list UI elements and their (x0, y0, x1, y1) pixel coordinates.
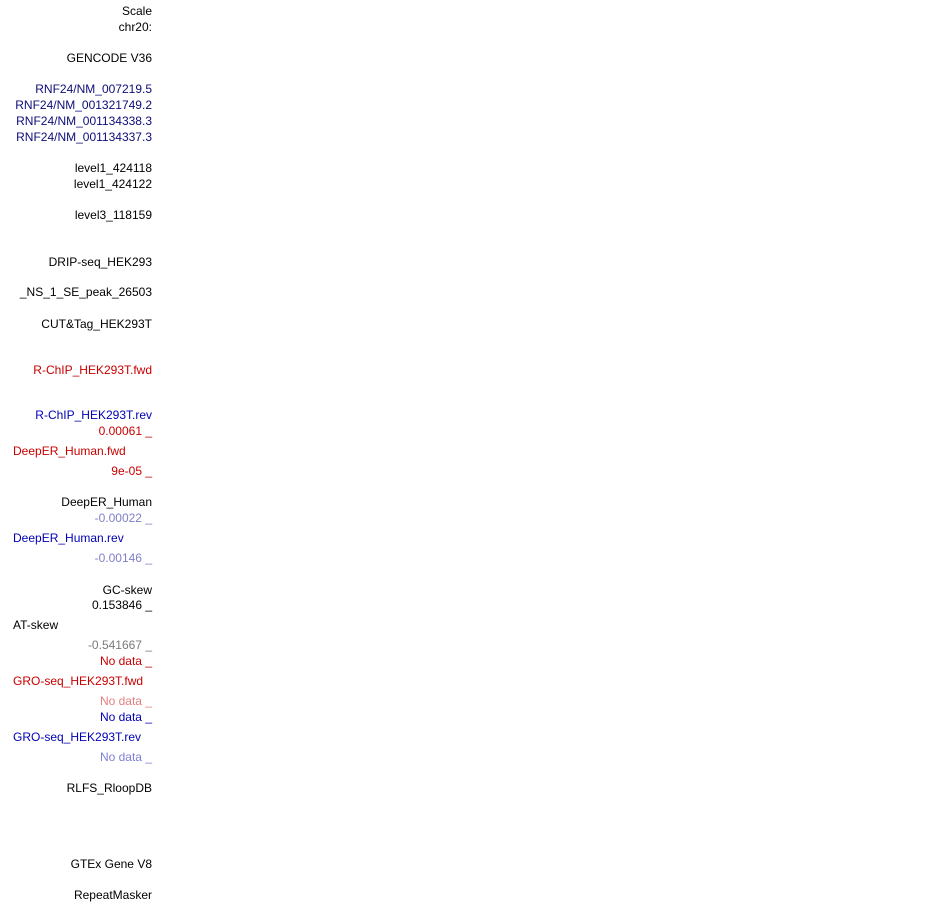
gro-fwd-no-data-top: No data _ (99, 654, 152, 668)
at-skew-min-value: -0.541667 _ (87, 638, 152, 652)
rchip-rev-track-label[interactable]: R-ChIP_HEK293T.rev (35, 408, 152, 422)
track-labels-column (0, 0, 158, 903)
deeper-rev-max-value: -0.00022 _ (94, 511, 152, 525)
deeper-fwd-track-label[interactable]: DeepER_Human.fwd (13, 444, 126, 458)
rchip-fwd-track-label[interactable]: R-ChIP_HEK293T.fwd (33, 363, 152, 377)
deeper-rev-min-value: -0.00146 _ (94, 551, 152, 565)
drip-seq-track-label[interactable]: DRIP-seq_HEK293 (48, 255, 152, 269)
chromosome-label[interactable]: chr20: (118, 20, 152, 34)
gro-seq-rev-track-label[interactable]: GRO-seq_HEK293T.rev (13, 730, 142, 744)
gro-rev-no-data-top: No data _ (99, 710, 152, 724)
at-skew-track-label[interactable]: AT-skew (13, 618, 59, 632)
gtex-gene-track-label[interactable]: GTEx Gene V8 (70, 857, 152, 871)
level1-label-424122[interactable]: level1_424122 (73, 177, 152, 191)
cut-tag-track-label[interactable]: CUT&Tag_HEK293T (41, 317, 152, 331)
gro-seq-fwd-track-label[interactable]: GRO-seq_HEK293T.fwd (13, 674, 144, 688)
ns-peak-label[interactable]: _NS_1_SE_peak_26503 (19, 285, 152, 299)
deeper-rev-track-label[interactable]: DeepER_Human.rev (13, 531, 124, 545)
gro-rev-no-data-bottom: No data _ (99, 750, 152, 764)
deeper-fwd-max-value: 0.00061 _ (98, 424, 152, 438)
level3-label-118159[interactable]: level3_118159 (74, 208, 152, 222)
gro-fwd-no-data-bottom: No data _ (99, 694, 152, 708)
rlfs-rloopdb-track-label[interactable]: RLFS_RloopDB (66, 781, 152, 795)
gencode-track-label[interactable]: GENCODE V36 (66, 51, 152, 65)
gc-skew-track-label[interactable]: GC-skew (102, 583, 152, 597)
at-skew-max-value: 0.153846 _ (91, 598, 152, 612)
deeper-fwd-min-value: 9e-05 _ (111, 464, 152, 478)
transcript-label-nm-001134337[interactable]: RNF24/NM_001134337.3 (16, 130, 152, 144)
transcript-label-nm-001321749[interactable]: RNF24/NM_001321749.2 (15, 98, 152, 112)
transcript-label-nm-001134338[interactable]: RNF24/NM_001134338.3 (16, 114, 152, 128)
genome-browser-track-canvas[interactable] (158, 0, 950, 903)
transcript-label-nm-007219[interactable]: RNF24/NM_007219.5 (35, 82, 152, 96)
repeatmasker-track-label[interactable]: RepeatMasker (73, 888, 152, 902)
level1-label-424118[interactable]: level1_424118 (74, 161, 152, 175)
deeper-human-track-label[interactable]: DeepER_Human (61, 495, 152, 509)
scale-label[interactable]: Scale (121, 4, 152, 18)
